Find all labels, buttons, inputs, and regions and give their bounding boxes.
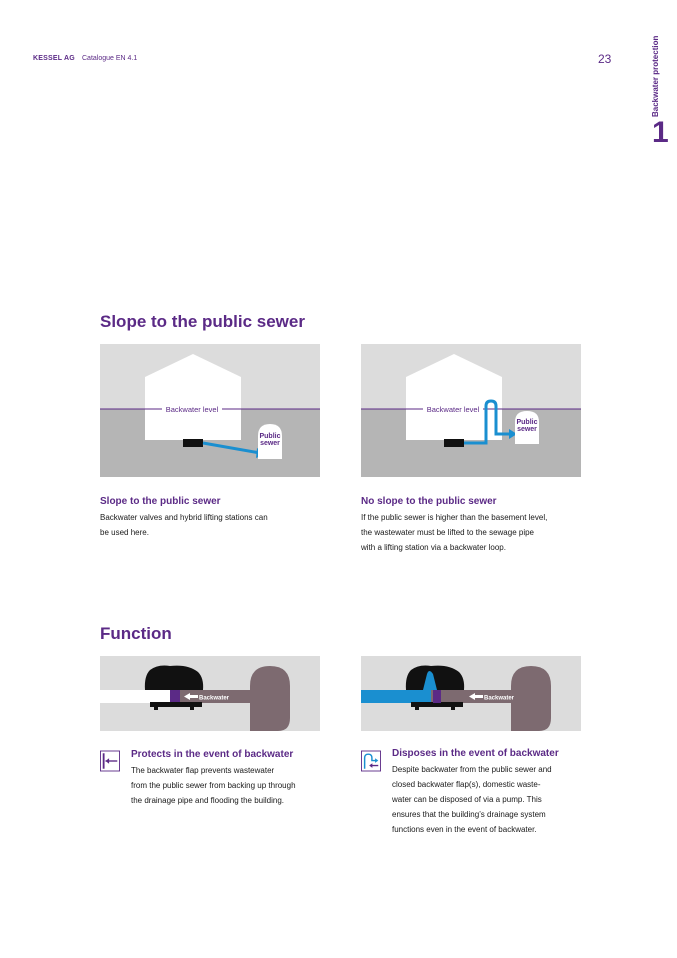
caption-title-protects: Protects in the event of backwater	[131, 749, 294, 760]
lifting-station-block	[444, 439, 464, 447]
backwater-flap	[170, 690, 180, 703]
backwater-arrow-label: Backwater	[484, 695, 515, 702]
catalogue-name: Catalogue EN 4.1	[82, 55, 138, 62]
svg-text:Public: Public	[259, 433, 281, 440]
backwater-level-label: Backwater level	[165, 405, 219, 414]
section-title-slope: Slope to the public sewer	[100, 312, 305, 331]
public-sewer-shape	[511, 666, 551, 731]
section-title-function: Function	[100, 624, 172, 643]
backwater-level-label: Backwater level	[426, 405, 480, 414]
caption-text-protects: The backwater flap prevents wastewater from the public sewer from backing up through the drainage pipe and flooding the building.	[131, 766, 296, 805]
slope-diagram-right	[361, 344, 581, 477]
function-diagram-left	[100, 656, 320, 731]
slope-diagram-left	[100, 344, 320, 477]
backwater-stop-icon	[100, 750, 120, 772]
public-sewer-shape	[250, 666, 290, 731]
caption-text-slope: Backwater valves and hybrid lifting stations can be used here.	[100, 513, 268, 537]
backwater-arrow-label: Backwater	[199, 695, 230, 702]
pump-disposal-icon	[361, 750, 381, 772]
caption-title-disposes: Disposes in the event of backwater	[392, 748, 559, 759]
page-number: 23	[598, 52, 612, 66]
svg-text:sewer: sewer	[260, 440, 280, 447]
backwater-flap	[433, 690, 441, 703]
brand-name: KESSEL AG	[33, 55, 75, 62]
caption-text-no-slope: If the public sewer is higher than the basement level, the wastewater must be lifted to the sewage pipe with a lifting station via a backwater loop.	[361, 513, 548, 552]
drainage-pipe	[100, 690, 170, 703]
side-tab-label: Backwater protection	[651, 35, 660, 117]
function-diagram-right	[361, 656, 581, 731]
caption-title-no-slope: No slope to the public sewer	[361, 496, 497, 507]
side-tab-number: 1	[652, 116, 669, 149]
drainage-pipe-flow	[361, 690, 431, 703]
svg-text:Public: Public	[516, 419, 538, 426]
caption-text-disposes: Despite backwater from the public sewer and closed backwater flap(s), domestic waste- water can be disposed of via a pump. This ensures that the building’s drainage system functions even in the event of backwater.	[392, 765, 552, 834]
drain-block	[183, 439, 203, 447]
caption-title-slope: Slope to the public sewer	[100, 496, 221, 507]
svg-text:sewer: sewer	[517, 426, 537, 433]
